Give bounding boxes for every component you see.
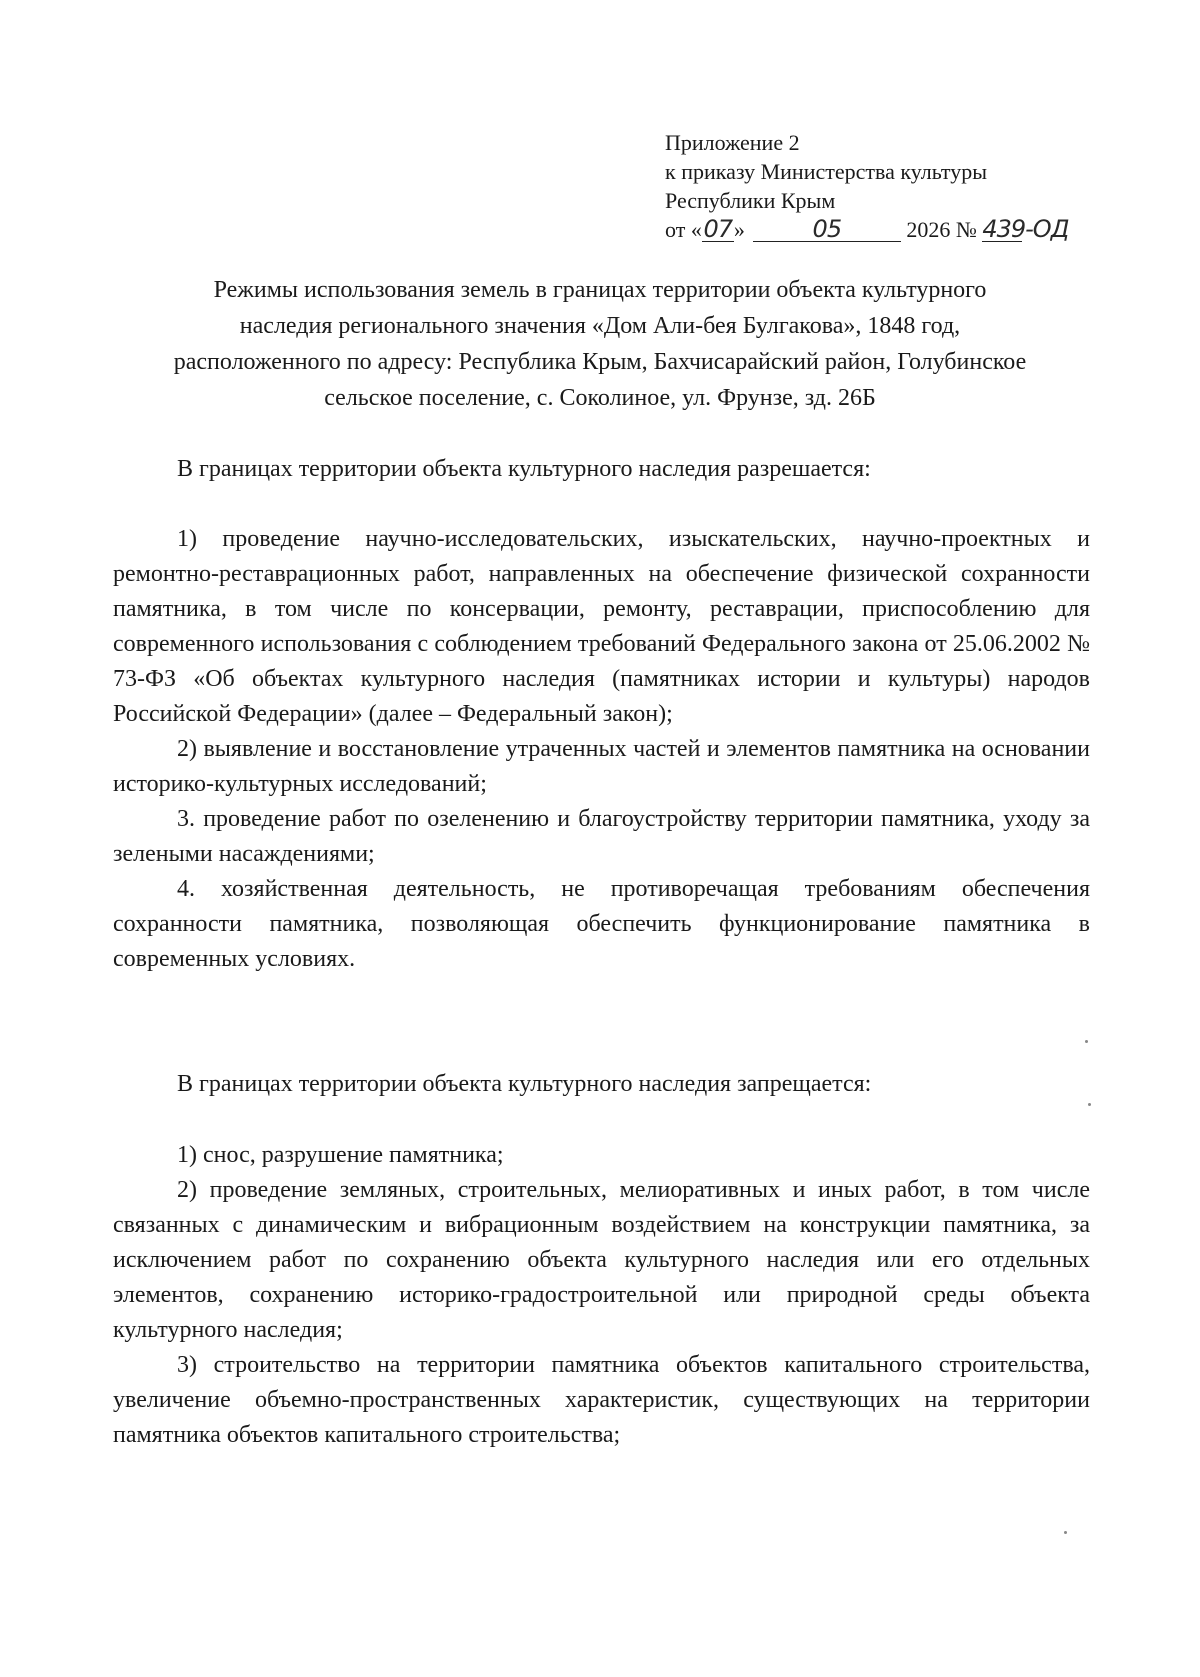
annex-republic: Республики Крым: [665, 188, 836, 213]
annex-header: [665, 128, 1069, 244]
prohibited-item-2: 2) проведение земляных, строительных, мелиоративных и иных работ, в том числе связанных с динамическим и вибрационным воздействием на конструкции памятника, за исключением работ по сохранению объекта культурного наследия или его отдельных элементов, сохранению историко-градостроительной или природной среды объекта культурного наследия;: [113, 1177, 1090, 1343]
allowed-heading: В границах территории объекта культурного наследия разрешается:: [177, 456, 871, 482]
allowed-item-4: 4. хозяйственная деятельность, не противоречащая требованиям обеспечения сохранности памятника, позволяющая обеспечить функционирование памятника в современных условиях.: [113, 876, 1090, 972]
allowed-list: [113, 522, 1090, 977]
prohibited-list: [113, 1138, 1090, 1453]
scan-speck: [1088, 1103, 1091, 1106]
annex-title: Приложение 2: [665, 130, 800, 155]
date-month-field: [753, 215, 901, 243]
prohibited-item-3: 3) строительство на территории памятника объектов капитального строительства, увеличение объемно-пространственных характеристик, существующих на территории памятника объектов капитального строительства;: [113, 1352, 1090, 1448]
date-year: 2026 №: [906, 217, 977, 242]
annex-order-reference: к приказу Министерства культуры: [665, 159, 988, 184]
title-line-2: наследия регионального значения «Дом Али-бея Булгакова», 1848 год,: [239, 313, 961, 339]
prohibited-heading: В границах территории объекта культурного наследия запрещается:: [177, 1071, 872, 1097]
order-number-handwritten: 439-ОД: [982, 215, 1069, 243]
prohibited-item-1: 1) снос, разрушение памятника;: [177, 1142, 504, 1168]
order-number-field: [982, 215, 1069, 243]
scan-speck: [1064, 1531, 1067, 1534]
title-line-3: расположенного по адресу: Республика Крым, Бахчисарайский район, Голубинское: [173, 349, 1027, 375]
document-title: [100, 272, 1100, 416]
allowed-item-1: 1) проведение научно-исследовательских, изыскательских, научно-проектных и ремонтно-реставрационных работ, направленных на обеспечение физической сохранности памятника, в том числе по консервации, ремонту, реставрации, приспособлению для современного использования с соблюдением требований Федерального закона от 25.06.2002 № 73-ФЗ «Об объектах культурного наследия (памятниках истории и культуры) народов Российской Федерации» (далее – Федеральный закон);: [113, 526, 1090, 727]
title-line-1: Режимы использования земель в границах территории объекта культурного: [213, 277, 987, 303]
date-mid: »: [733, 217, 745, 242]
prohibited-heading-block: [113, 1067, 1090, 1102]
date-day-handwritten: 07: [703, 215, 733, 243]
allowed-item-3: 3. проведение работ по озеленению и благоустройству территории памятника, уходу за зелеными насаждениями;: [113, 806, 1090, 867]
date-day-field: [702, 215, 734, 243]
annex-date-line: [665, 215, 1069, 244]
title-line-4: сельское поселение, с. Соколиное, ул. Фрунзе, зд. 26Б: [324, 385, 876, 411]
scan-speck: [1085, 1040, 1088, 1043]
date-month-handwritten: 05: [812, 215, 842, 243]
allowed-heading-block: [113, 452, 1090, 487]
allowed-item-2: 2) выявление и восстановление утраченных частей и элементов памятника на основании историко-культурных исследований;: [113, 736, 1090, 797]
date-prefix: от «: [665, 217, 702, 242]
